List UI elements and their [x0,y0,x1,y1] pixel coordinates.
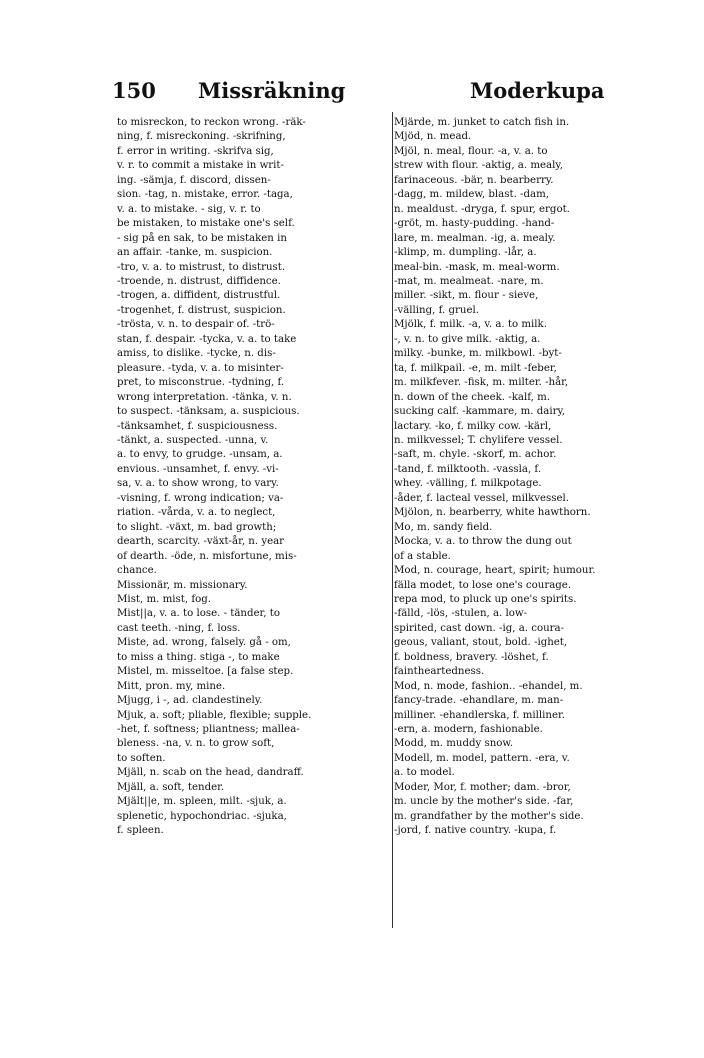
entry-line: Mjäll, a. soft, tender. [117,781,225,793]
entry-line: geous, valiant, stout, bold. -ighet, [394,637,568,649]
entry-line: Mod, n. mode, fashion.. -ehandel, m. [394,680,583,692]
entry-line: -välling, f. gruel. [394,304,479,316]
entry-line: Mjölk, f. milk. -a, v. a. to milk. [394,319,547,331]
entry-line: Mjärde, m. junket to catch fish in. [394,117,570,128]
entry-line: faintheartedness. [394,666,485,678]
entry-line: Moder, Mor, f. mother; dam. -bror, [394,781,571,793]
entry-line: Modd, m. muddy snow. [394,738,514,750]
entry-line: -tänksamhet, f. suspiciousness. [117,420,278,432]
entry-line: v. r. to commit a mistake in writ- [117,160,284,172]
entry-line: to suspect. -tänksam, a. suspicious. [117,406,300,418]
entry-line: spirited, cast down. -ig, a. coura- [394,622,565,634]
entry-line: -klimp, m. dumpling. -lår, a. [394,247,537,259]
entry-line: -visning, f. wrong indication; va- [117,492,284,504]
entry-line: fancy-trade. -ehandlare, m. man- [394,695,564,707]
entry-line: f. error in writing. -skrifva sig, [117,145,274,157]
entry-line: amiss, to dislike. -tycke, n. dis- [117,348,276,360]
entry-line: to soften. [117,752,166,764]
entry-line: wrong interpretation. -tänka, v. n. [117,391,292,403]
entry-line: -jord, f. native country. -kupa, f. [394,825,557,837]
entry-line: -fälld, -lös, -stulen, a. low- [394,608,528,620]
entry-line: sucking calf. -kammare, m. dairy, [394,406,566,418]
entry-line: whey. -välling, f. milkpotage. [394,478,542,490]
entry-line: stan, f. despair. -tycka, v. a. to take [117,333,297,345]
entry-line: n. down of the cheek. -kalf, m. [394,391,550,403]
entry-line: - sig på en sak, to be mistaken in [117,232,287,244]
entry-line: n. mealdust. -dryga, f. spur, ergot. [394,203,570,215]
entry-line: -troende, n. distrust, diffidence. [117,275,281,287]
entry-line: repa mod, to pluck up one's spirits. [394,593,577,605]
entry-line: f. boldness, bravery. -löshet, f. [394,651,549,663]
entry-line: Miste, ad. wrong, falsely. gå - om, [117,637,291,649]
entry-line: bleness. -na, v. n. to grow soft, [117,738,275,750]
entry-line: a. to envy, to grudge. -unsam, a. [117,449,283,461]
entry-line: to miss a thing. stiga -, to make [117,651,280,663]
entry-line: lactary. -ko, f. milky cow. -kärl, [394,420,552,432]
entry-line: -trösta, v. n. to despair of. -trö- [117,319,275,331]
entry-line: Missionär, m. missionary. [117,579,248,591]
page-header [0,78,704,110]
entry-line: Mjugg, i -, ad. clandestinely. [117,695,263,707]
entry-line: sion. -tag, n. mistake, error. -taga, [117,189,293,201]
page-number: 150 [112,78,156,103]
entry-line: Mjält||e, m. spleen, milt. -sjuk, a. [117,796,287,808]
entry-line: Mjölon, n. bearberry, white hawthorn. [394,507,591,519]
entry-line: m. grandfather by the mother's side. [394,810,584,822]
left-column [117,116,389,839]
entry-line: -åder, f. lacteal vessel, milkvessel. [394,492,570,504]
entry-line: -saft, m. chyle. -skorf, m. achor. [394,449,557,461]
entry-line: pleasure. -tyda, v. a. to misinter- [117,362,284,374]
entry-line: v. a. to mistake. - sig, v. r. to [117,203,261,215]
entry-line: to misreckon, to reckon wrong. -räk- [117,117,306,128]
right-column [394,116,656,839]
entry-line: -, v. n. to give milk. -aktig, a. [394,333,541,345]
entry-line: milliner. -ehandlerska, f. milliner. [394,709,565,721]
entry-line: envious. -unsamhet, f. envy. -vi- [117,463,279,475]
entry-line: -tänkt, a. suspected. -unna, v. [117,434,269,446]
entry-line: to slight. -växt, m. bad growth; [117,521,277,533]
running-head-left: Missräkning [198,78,346,103]
entry-line: -het, f. softness; pliantness; mallea- [117,724,300,736]
entry-line: of a stable. [394,550,451,562]
entry-line: -dagg, m. mildew, blast. -dam, [394,189,549,201]
entry-line: -tro, v. a. to mistrust, to distrust. [117,261,286,273]
entry-line: -ern, a. modern, fashionable. [394,724,543,736]
entry-line: Mjöd, n. mead. [394,131,472,143]
entry-line: -mat, m. mealmeat. -nare, m. [394,275,544,287]
entry-line: Mistel, m. misseltoe. [a false step. [117,666,294,678]
entry-line: m. uncle by the mother's side. -far, [394,796,574,808]
entry-line: an affair. -tanke, m. suspicion. [117,247,273,259]
entry-line: Mjäll, n. scab on the head, dandraff. [117,767,304,779]
entry-line: Mjöl, n. meal, flour. -a, v. a. to [394,145,548,157]
entry-line: Mjuk, a. soft; pliable, flexible; supple. [117,709,312,721]
entry-line: of dearth. -öde, n. misfortune, mis- [117,550,297,562]
entry-line: n. milkvessel; T. chylifere vessel. [394,434,563,446]
entry-line: dearth, scarcity. -växt-år, n. year [117,536,285,548]
entry-line: cast teeth. -ning, f. loss. [117,622,241,634]
entry-line: milky. -bunke, m. milkbowl. -byt- [394,348,562,360]
entry-line: lare, m. mealman. -ig, a. mealy. [394,232,556,244]
entry-line: ta, f. milkpail. -e, m. milt -feber, [394,362,557,374]
entry-line: sa, v. a. to show wrong, to vary. [117,478,279,490]
entry-line: -tand, f. milktooth. -vassla, f. [394,463,542,475]
entry-line: a. to model. [394,767,455,779]
entry-line: Mist, m. mist, fog. [117,593,212,605]
entry-line: splenetic, hypochondriac. -sjuka, [117,810,287,822]
entry-line: -trogen, a. diffident, distrustful. [117,290,281,302]
entry-line: riation. -vårda, v. a. to neglect, [117,507,276,519]
entry-line: -trogenhet, f. distrust, suspicion. [117,304,286,316]
entry-line: miller. -sikt, m. flour - sieve, [394,290,539,302]
entry-line: Mitt, pron. my, mine. [117,680,226,692]
entry-line: meal-bin. -mask, m. meal-worm. [394,261,560,273]
entry-line: ing. -sämja, f. discord, dissen- [117,174,271,186]
entry-line: Mod, n. courage, heart, spirit; humour. [394,565,596,577]
entry-line: Mocka, v. a. to throw the dung out [394,536,572,548]
entry-line: ning, f. misreckoning. -skrifning, [117,131,286,143]
running-head-right: Moderkupa [470,78,605,103]
entry-line: Modell, m. model, pattern. -era, v. [394,752,570,764]
entry-line: fälla modet, to lose one's courage. [394,579,572,591]
entry-line: Mo, m. sandy field. [394,521,493,533]
entry-line: Mist||a, v. a. to lose. - tänder, to [117,608,281,620]
entry-line: strew with flour. -aktig, a. mealy, [394,160,564,172]
column-divider [392,112,393,928]
entry-line: m. milkfever. -fisk, m. milter. -hår, [394,377,569,389]
entry-line: pret, to misconstrue. -tydning, f. [117,377,285,389]
entry-line: -gröt, m. hasty-pudding. -hand- [394,218,555,230]
entry-line: f. spleen. [117,825,164,837]
entry-line: be mistaken, to mistake one's self. [117,218,295,230]
entry-line: farinaceous. -bär, n. bearberry. [394,174,554,186]
entry-line: chance. [117,565,157,577]
